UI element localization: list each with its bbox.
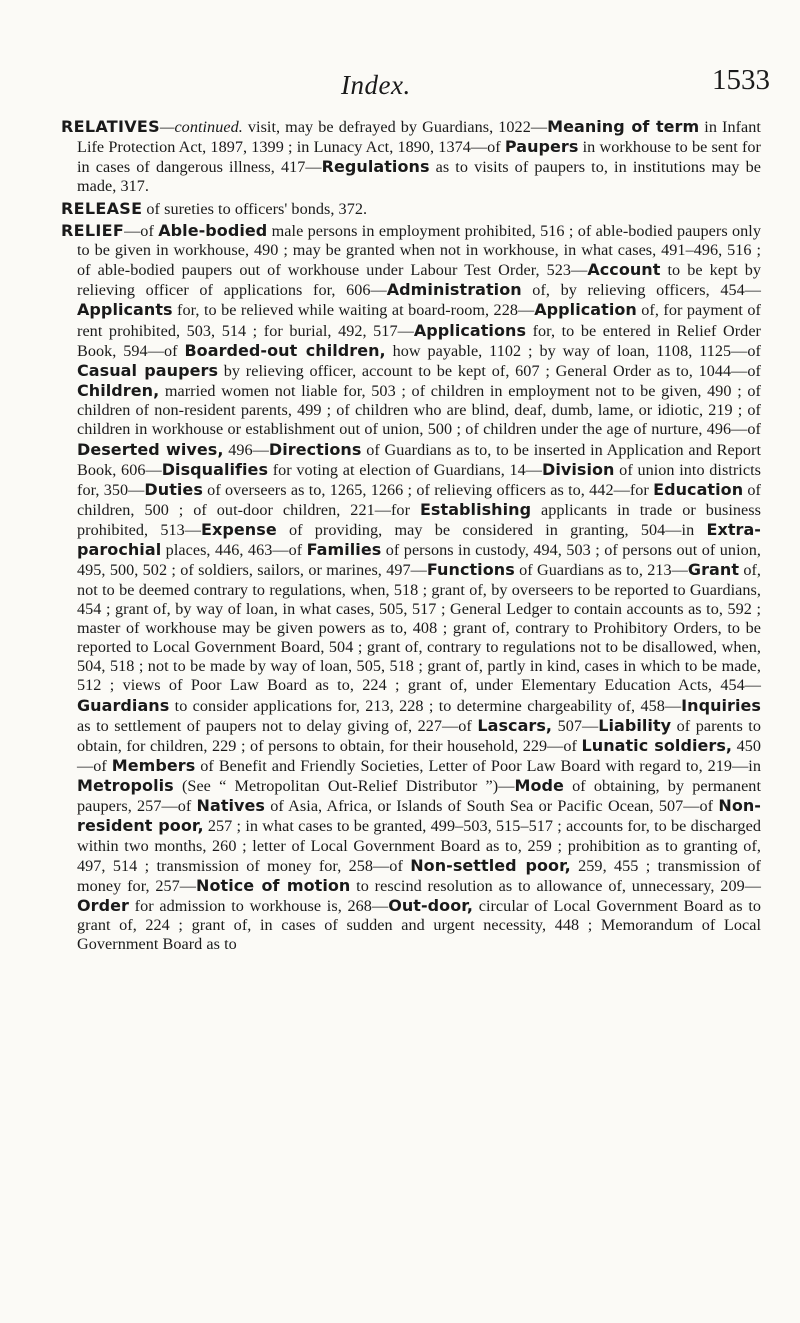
subentry-keyword: Establishing: [419, 499, 532, 519]
entry-text: how payable, 1102 ; by way of loan, 1108, 1125—of: [385, 341, 761, 360]
subentry-keyword: Duties: [144, 479, 203, 499]
subentry-keyword: Non-settled poor,: [410, 855, 571, 875]
subentry-keyword: Lunatic soldiers,: [581, 735, 733, 755]
entry-text: for voting at election of Guardians, 14—: [268, 460, 543, 479]
subentry-keyword: Account: [587, 260, 661, 280]
subentry-keyword: Out-door,: [388, 896, 473, 916]
subentry-keyword: Non-resident poor,: [77, 796, 761, 836]
subentry-keyword: Regulations: [321, 157, 430, 177]
subentry-keyword: Deserted wives,: [77, 439, 224, 459]
entry-headword: RELEASE: [61, 198, 143, 218]
entry-headword: RELATIVES: [61, 117, 160, 136]
subentry-keyword: Lascars,: [477, 715, 553, 735]
subentry-keyword: Boarded-out children,: [184, 340, 386, 360]
subentry-keyword: Education: [653, 479, 744, 499]
entry-text: for, to be relieved while waiting at board-room, 228—: [172, 301, 535, 320]
subentry-keyword: Applicants: [77, 300, 173, 320]
entry-text: male persons in employment prohibited, 516 ; of able-bodied paupers only to be given in workhouse, 490 ; may be granted when not in workhouse, in what cases, 491–496, 516 ; of able-bodied paupers out of workhouse under Labour Test Order, 523—: [77, 221, 761, 280]
entry-text: of overseers as to, 1265, 1266 ; of relieving officers as to, 442—for: [202, 480, 654, 499]
running-head: Index.: [341, 70, 411, 100]
entry-text: applicants in trade or business prohibited, 513—: [77, 500, 761, 540]
entry-text: of children, 500 ; of out-door children, 221—for: [77, 480, 761, 519]
entry-text: of Guardians as to, 213—: [514, 561, 688, 580]
entry-text: in Infant Life Protection Act, 1897, 1399 ; in Lunacy Act, 1890, 1374—of: [77, 118, 761, 157]
subentry-keyword: Expense: [201, 520, 277, 540]
entry-text: to be kept by relieving officer of applications for, 606—: [77, 261, 761, 300]
entry-text: 259, 455 ; transmission of money for, 257—: [77, 856, 761, 895]
entry-text: 450—of: [77, 736, 762, 775]
entry-text: in workhouse to be sent for in cases of dangerous illness, 417—: [77, 138, 761, 177]
subentry-keyword: Extra-parochial: [77, 520, 761, 560]
subentry-keyword: Guardians: [77, 695, 170, 715]
subentry-keyword: Applications: [413, 320, 527, 340]
entry-text: as to visits of paupers to, in institutions may be made, 317.: [77, 158, 761, 196]
subentry-keyword: Order: [77, 896, 129, 916]
entry-text: of, not to be deemed contrary to regulations, when, 518 ; grant of, by overseers to be reported to Guardians, 454 ; grant of, by way of loan, in what cases, 505, 517 ; General Ledger to contain accounts as to, 592 ; master of workhouse may be given powers as to, 408 ; grant of, contrary to Prohibitory Orders, to be reported to Local Government Board, 504 ; grant of, contrary to regulations not to be disallowed, when, 504, 518 ; not to be made by way of loan, 505, 518 ; grant of, partly in kind, cases in which to be made, 512 ; views of Poor Law Board as to, 224 ; grant of, under Elementary Education Acts, 454—: [77, 561, 762, 695]
subentry-keyword: Members: [111, 756, 196, 775]
entry-text: of, for payment of rent prohibited, 503, 514 ; for burial, 492, 517—: [77, 301, 761, 340]
entry-text: of obtaining, by permanent paupers, 257—of: [77, 777, 762, 816]
entry-text: to rescind resolution as to allowance of, unnecessary, 209—: [350, 876, 761, 895]
subentry-keyword: Inquiries: [681, 695, 761, 715]
subentry-keyword: Liability: [598, 715, 672, 735]
subentry-keyword: Meaning of term: [547, 117, 700, 136]
subentry-keyword: Families: [306, 540, 382, 560]
entry-text: of, by relieving officers, 454—: [521, 281, 761, 300]
entry-text: places, 446, 463—of: [161, 541, 307, 560]
entry-text: —of: [124, 221, 159, 240]
subentry-keyword: Administration: [386, 280, 522, 300]
subentry-keyword: Mode: [514, 776, 564, 796]
continued-label: —continued.: [160, 118, 243, 136]
entry-text: for admission to workhouse is, 268—: [128, 897, 389, 916]
entry-text: by relieving officer, account to be kept of, 607 ; General Order as to, 1044—of: [218, 361, 761, 380]
entry-text: circular of Local Government Board as to grant of, 224 ; grant of, in cases of sudden and urgent necessity, 448 ; Memorandum of Local Government Board as to: [77, 897, 762, 954]
entry-text: of Asia, Africa, or Islands of South Sea or Pacific Ocean, 507—of: [265, 797, 719, 816]
entry-text: of sureties to officers' bonds, 372.: [142, 199, 368, 218]
entry-text: (See “ Metropolitan Out-Relief Distributor ”)—: [173, 777, 515, 796]
entry-text: married women not liable for, 503 ; of children in employment not to be given, 490 ; of children of non-resident parents, 499 ; of children who are blind, deaf, dumb, lame, or idiotic, 219 ; of children in workhouse or establishment out of union, 500 ; of children under the age of nurture, 496—of: [77, 382, 761, 439]
subentry-keyword: Able-bodied: [158, 220, 268, 240]
entry-headword: RELIEF: [61, 220, 125, 240]
subentry-keyword: Notice of motion: [196, 875, 351, 895]
subentry-keyword: Children,: [77, 381, 160, 401]
subentry-keyword: Casual paupers: [77, 360, 219, 380]
index-entry: [61, 117, 761, 197]
entry-text: of Guardians as to, to be inserted in Application and Report Book, 606—: [77, 440, 761, 479]
subentry-keyword: Disqualifies: [161, 459, 269, 479]
entry-text: to consider applications for, 213, 228 ; to determine chargeability of, 458—: [169, 696, 682, 715]
entry-text: visit, may be defrayed by Guardians, 1022—: [242, 118, 548, 136]
subentry-keyword: Paupers: [504, 137, 579, 157]
subentry-keyword: Metropolis: [77, 776, 174, 796]
entry-text: 507—: [552, 716, 599, 735]
entry-text: of providing, may be considered in granting, 504—in: [276, 521, 707, 540]
index-entry: [61, 199, 761, 219]
index-body: [61, 117, 761, 957]
subentry-keyword: Natives: [196, 796, 266, 816]
subentry-keyword: Grant: [687, 560, 740, 580]
entry-text: of parents to obtain, for children, 229 ; of persons to obtain, for their household, 229—of: [77, 716, 761, 755]
subentry-keyword: Application: [534, 300, 637, 320]
entry-text: 257 ; in what cases to be granted, 499–503, 515–517 ; accounts for, to be discharged within two months, 260 ; letter of Local Government Board as to, 259 ; prohibition as to granting of, 497, 514 ; transmission of money for, 258—of: [77, 817, 761, 875]
subentry-keyword: Directions: [268, 439, 362, 459]
subentry-keyword: Functions: [426, 560, 515, 580]
entry-text: of union into districts for, 350—: [77, 460, 761, 499]
entry-text: of Benefit and Friendly Societies, Letter of Poor Law Board with regard to, 219—in: [195, 757, 762, 775]
page-number: 1533: [712, 64, 770, 96]
index-entry: [61, 221, 761, 955]
entry-text: 496—: [223, 440, 269, 459]
entry-text: for, to be entered in Relief Order Book, 594—of: [77, 321, 761, 360]
entry-text: of persons in custody, 494, 503 ; of persons out of union, 495, 500, 502 ; of soldiers, sailors, or marines, 497—: [77, 541, 761, 580]
subentry-keyword: Division: [542, 459, 615, 479]
entry-text: as to settlement of paupers not to delay giving of, 227—of: [77, 716, 478, 735]
